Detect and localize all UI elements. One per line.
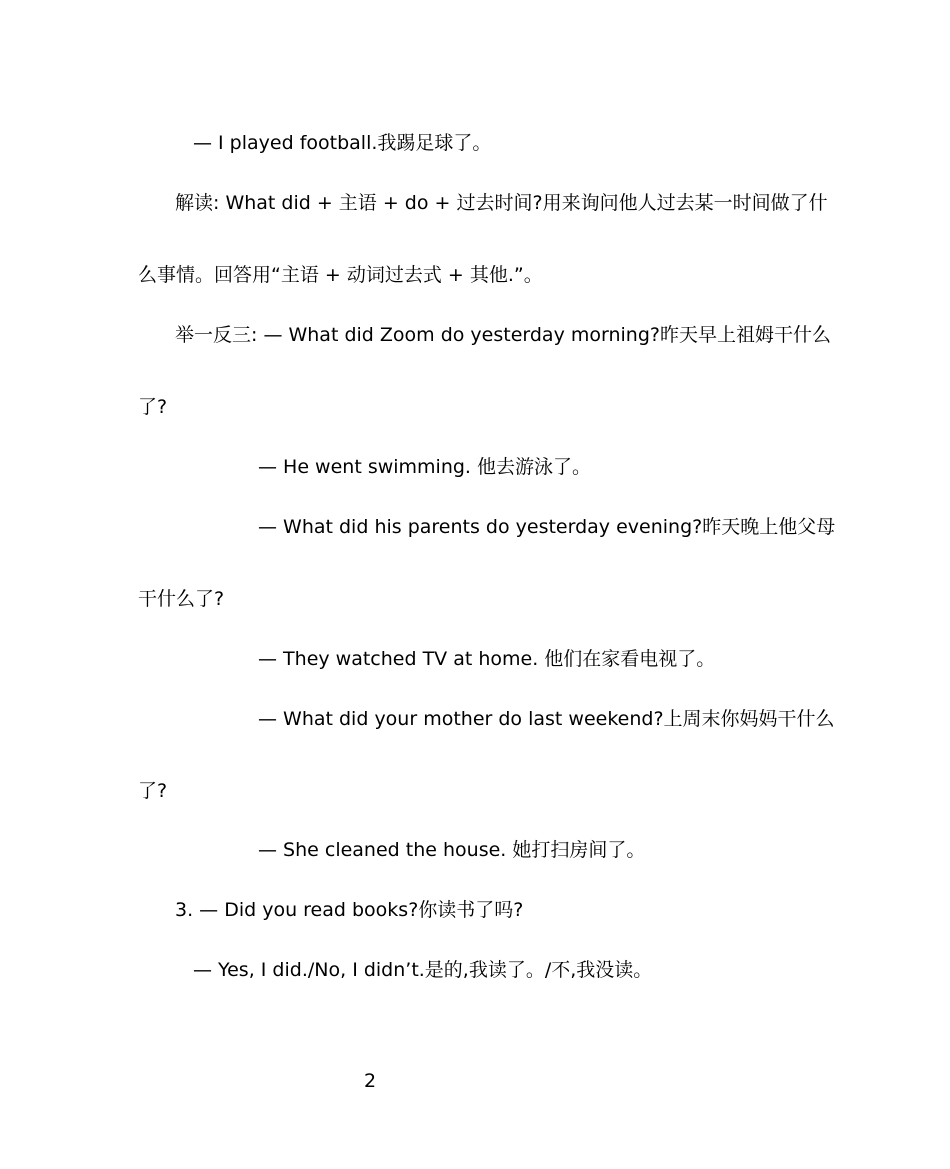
- text-line: 么事情。回答用“主语 + 动词过去式 + 其他.”。: [138, 264, 543, 286]
- text-line: — What did his parents do yesterday evening?昨天晚上他父母: [258, 516, 836, 538]
- text-line: — I played football.我踢足球了。: [193, 132, 492, 154]
- text-line: 干什么了?: [138, 588, 225, 610]
- text-line: — They watched TV at home. 他们在家看电视了。: [258, 648, 716, 670]
- text-line: — He went swimming. 他去游泳了。: [258, 456, 592, 478]
- text-line: — Yes, I did./No, I didn’t.是的,我读了。/不,我没读。: [193, 959, 653, 981]
- text-line: 解读: What did + 主语 + do + 过去时间?用来询问他人过去某一时间做了什: [175, 192, 828, 214]
- page-number: 2: [364, 1070, 377, 1092]
- text-line: 了?: [138, 396, 168, 418]
- text-line: 3. — Did you read books?你读书了吗?: [175, 899, 524, 921]
- text-line: — What did your mother do last weekend?上周末你妈妈干什么: [258, 708, 835, 730]
- text-line: — She cleaned the house. 她打扫房间了。: [258, 839, 646, 861]
- text-line: 了?: [138, 780, 168, 802]
- text-line: 举一反三: — What did Zoom do yesterday morning?昨天早上祖姆干什么: [175, 324, 831, 346]
